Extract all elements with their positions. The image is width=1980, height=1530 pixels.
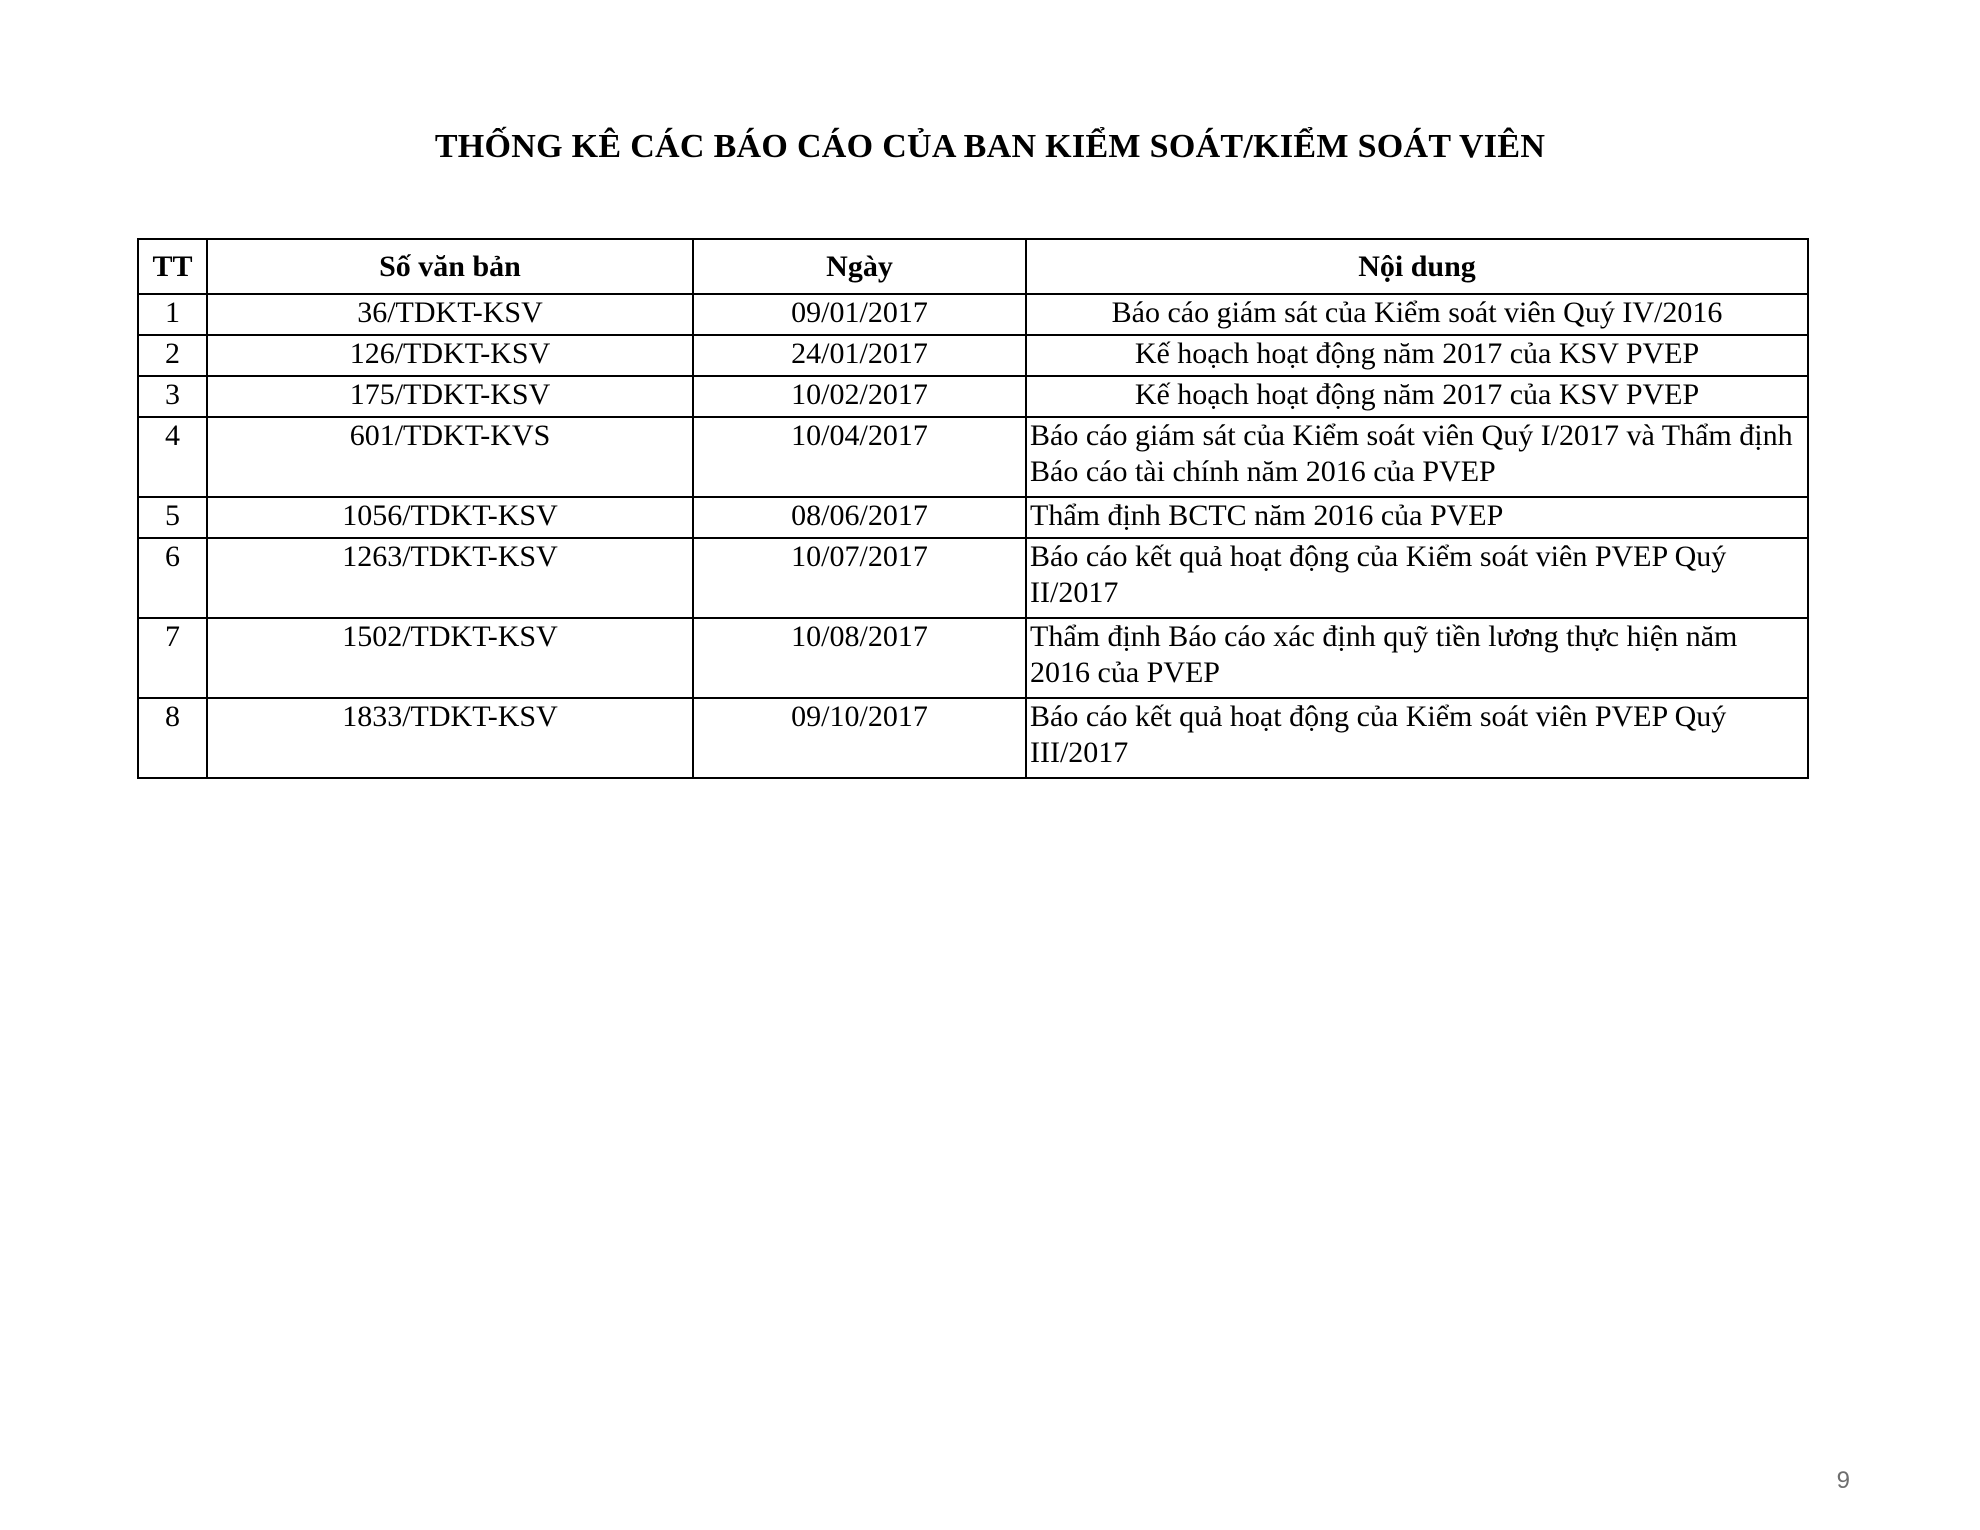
header-noi-dung: Nội dung — [1026, 239, 1808, 294]
row-so-van-ban: 1833/TDKT-KSV — [207, 698, 693, 778]
table-row — [138, 294, 1808, 335]
row-ngay: 10/08/2017 — [693, 618, 1026, 698]
header-tt: TT — [138, 239, 207, 294]
row-noi-dung: Thẩm định BCTC năm 2016 của PVEP — [1026, 497, 1808, 538]
row-ngay: 09/01/2017 — [693, 294, 1026, 335]
row-ngay: 10/02/2017 — [693, 376, 1026, 417]
row-ngay: 10/07/2017 — [693, 538, 1026, 618]
row-so-van-ban: 1056/TDKT-KSV — [207, 497, 693, 538]
row-tt: 4 — [138, 417, 207, 497]
row-ngay: 24/01/2017 — [693, 335, 1026, 376]
row-noi-dung: Báo cáo giám sát của Kiểm soát viên Quý IV/2016 — [1026, 294, 1808, 335]
row-tt: 3 — [138, 376, 207, 417]
row-noi-dung: Báo cáo giám sát của Kiểm soát viên Quý I/2017 và Thẩm định Báo cáo tài chính năm 2016 của PVEP — [1026, 417, 1808, 497]
row-ngay: 09/10/2017 — [693, 698, 1026, 778]
row-tt: 1 — [138, 294, 207, 335]
row-so-van-ban: 1502/TDKT-KSV — [207, 618, 693, 698]
table-row — [138, 538, 1808, 618]
row-so-van-ban: 126/TDKT-KSV — [207, 335, 693, 376]
row-so-van-ban: 601/TDKT-KVS — [207, 417, 693, 497]
row-so-van-ban: 1263/TDKT-KSV — [207, 538, 693, 618]
row-ngay: 10/04/2017 — [693, 417, 1026, 497]
row-tt: 7 — [138, 618, 207, 698]
row-noi-dung: Kế hoạch hoạt động năm 2017 của KSV PVEP — [1026, 376, 1808, 417]
page-number: 9 — [1836, 1467, 1850, 1494]
table-row — [138, 417, 1808, 497]
table-row — [138, 497, 1808, 538]
row-tt: 5 — [138, 497, 207, 538]
table-row — [138, 376, 1808, 417]
page-title: THỐNG KÊ CÁC BÁO CÁO CỦA BAN KIỂM SOÁT/KIỂM SOÁT VIÊN — [434, 128, 1546, 165]
table-row — [138, 698, 1808, 778]
row-tt: 2 — [138, 335, 207, 376]
row-ngay: 08/06/2017 — [693, 497, 1026, 538]
row-noi-dung: Báo cáo kết quả hoạt động của Kiểm soát viên PVEP Quý III/2017 — [1026, 698, 1808, 778]
row-noi-dung: Thẩm định Báo cáo xác định quỹ tiền lương thực hiện năm 2016 của PVEP — [1026, 618, 1808, 698]
row-tt: 6 — [138, 538, 207, 618]
row-noi-dung: Kế hoạch hoạt động năm 2017 của KSV PVEP — [1026, 335, 1808, 376]
header-ngay: Ngày — [693, 239, 1026, 294]
row-so-van-ban: 175/TDKT-KSV — [207, 376, 693, 417]
table-row — [138, 335, 1808, 376]
report-table — [137, 238, 1809, 779]
row-tt: 8 — [138, 698, 207, 778]
table-row — [138, 618, 1808, 698]
header-so-van-ban: Số văn bản — [207, 239, 693, 294]
row-noi-dung: Báo cáo kết quả hoạt động của Kiểm soát viên PVEP Quý II/2017 — [1026, 538, 1808, 618]
table-header-row — [138, 239, 1808, 294]
row-so-van-ban: 36/TDKT-KSV — [207, 294, 693, 335]
